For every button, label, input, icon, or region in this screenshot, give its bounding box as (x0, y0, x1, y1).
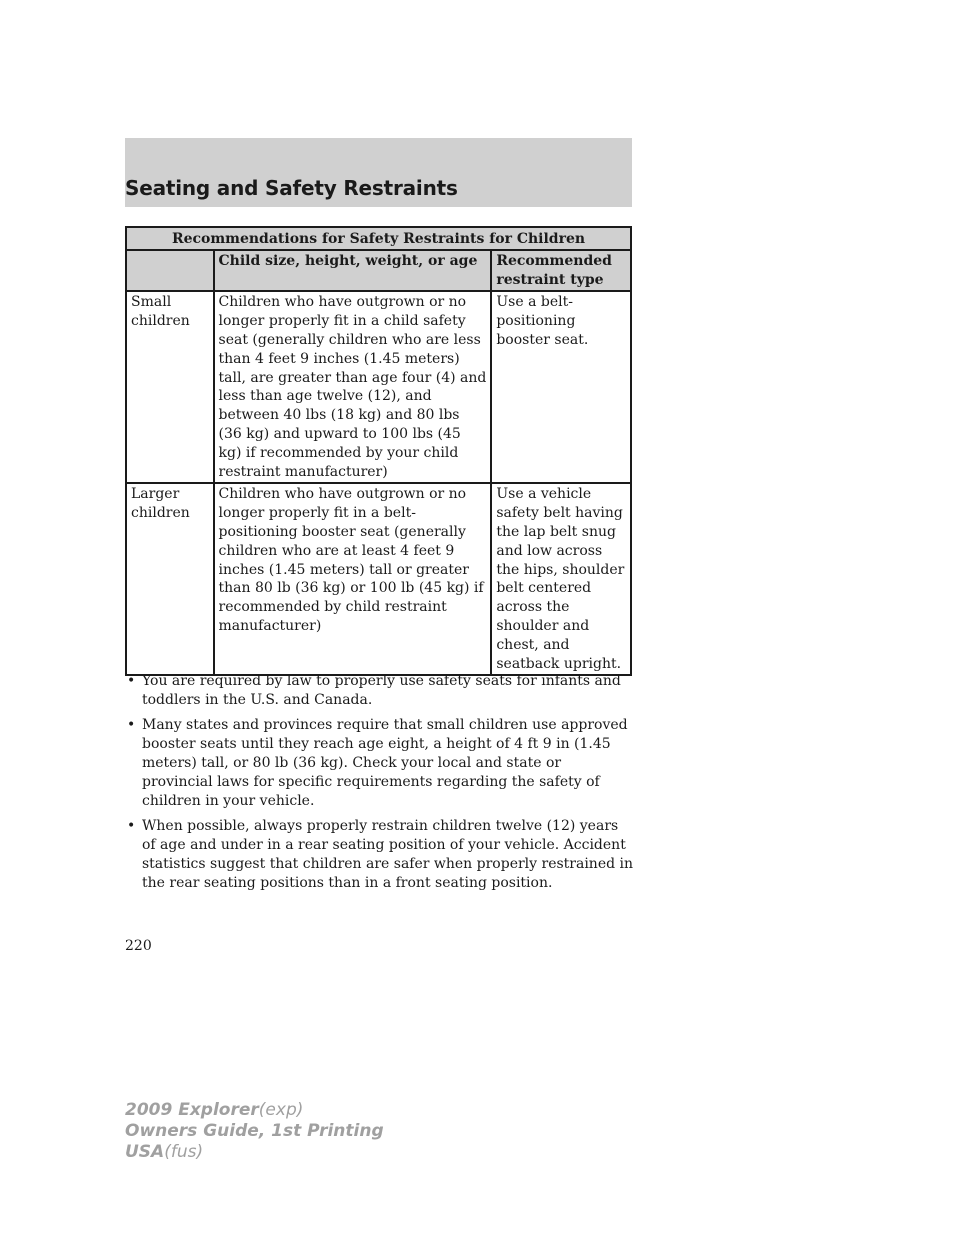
row-group-cell: Small children (126, 291, 214, 483)
column-header-restraint: Recommended restraint type (491, 250, 631, 292)
page-number: 220 (125, 938, 152, 954)
footer-line-1 (125, 1100, 384, 1121)
row-size-cell: Children who have outgrown or no longer properly fit in a belt-positioning booster seat (generally children who are at least 4 feet 9 inches (1.45 meters) tall or greater than 80 lb (36 kg) or 100 lb (45 kg) if recommended by child restraint manufacturer) (214, 483, 492, 675)
footer-line-3 (125, 1142, 384, 1163)
document-footer (125, 1100, 384, 1163)
bullet-icon: • (127, 818, 136, 834)
footer-market-code: (fus) (164, 1142, 204, 1162)
note-text: When possible, always properly restrain children twelve (12) years of age and under in a rear seating position of your vehicle. Accident statistics suggest that children are safer when properly restrained in the rear seating positions than in a front seating position. (142, 818, 634, 891)
row-group-cell: Larger children (126, 483, 214, 675)
row-restraint-cell: Use a belt-positioning booster seat. (491, 291, 631, 483)
table-row (126, 483, 631, 675)
column-header-group (126, 250, 214, 292)
bullet-icon: • (127, 717, 136, 733)
bullet-icon: • (127, 673, 136, 689)
footer-model: 2009 Explorer (125, 1100, 259, 1120)
table-caption: Recommendations for Safety Restraints for Children (126, 227, 631, 250)
list-item (125, 672, 635, 710)
row-size-cell: Children who have outgrown or no longer properly fit in a child safety seat (generally children who are less than 4 feet 9 inches (1.45 meters) tall, are greater than age four (4) and less than age twelve (12), and between 40 lbs (18 kg) and 80 lbs (36 kg) and upward to 100 lbs (45 kg) if recommended by your child restraint manufacturer) (214, 291, 492, 483)
footer-model-code: (exp) (258, 1100, 304, 1120)
table-row (126, 291, 631, 483)
list-item (125, 817, 635, 893)
list-item (125, 716, 635, 811)
note-text: Many states and provinces require that small children use approved booster seats until they reach age eight, a height of 4 ft 9 in (1.45 meters) tall, or 80 lb (36 kg). Check your local and state or provincial laws for specific requirements regarding the safety of children in your vehicle. (142, 717, 628, 809)
table-caption-row (126, 227, 631, 250)
footer-line-2: Owners Guide, 1st Printing (125, 1121, 384, 1141)
section-title: Seating and Safety Restraints (125, 176, 458, 200)
safety-notes-list (125, 672, 635, 899)
footer-market: USA (125, 1142, 165, 1162)
table-header-row (126, 250, 631, 292)
safety-restraints-table (125, 226, 632, 676)
note-text: You are required by law to properly use safety seats for infants and toddlers in the U.S. and Canada. (142, 673, 621, 708)
column-header-size: Child size, height, weight, or age (214, 250, 492, 292)
row-restraint-cell: Use a vehicle safety belt having the lap belt snug and low across the hips, shoulder belt centered across the shoulder and chest, and seatback upright. (491, 483, 631, 675)
